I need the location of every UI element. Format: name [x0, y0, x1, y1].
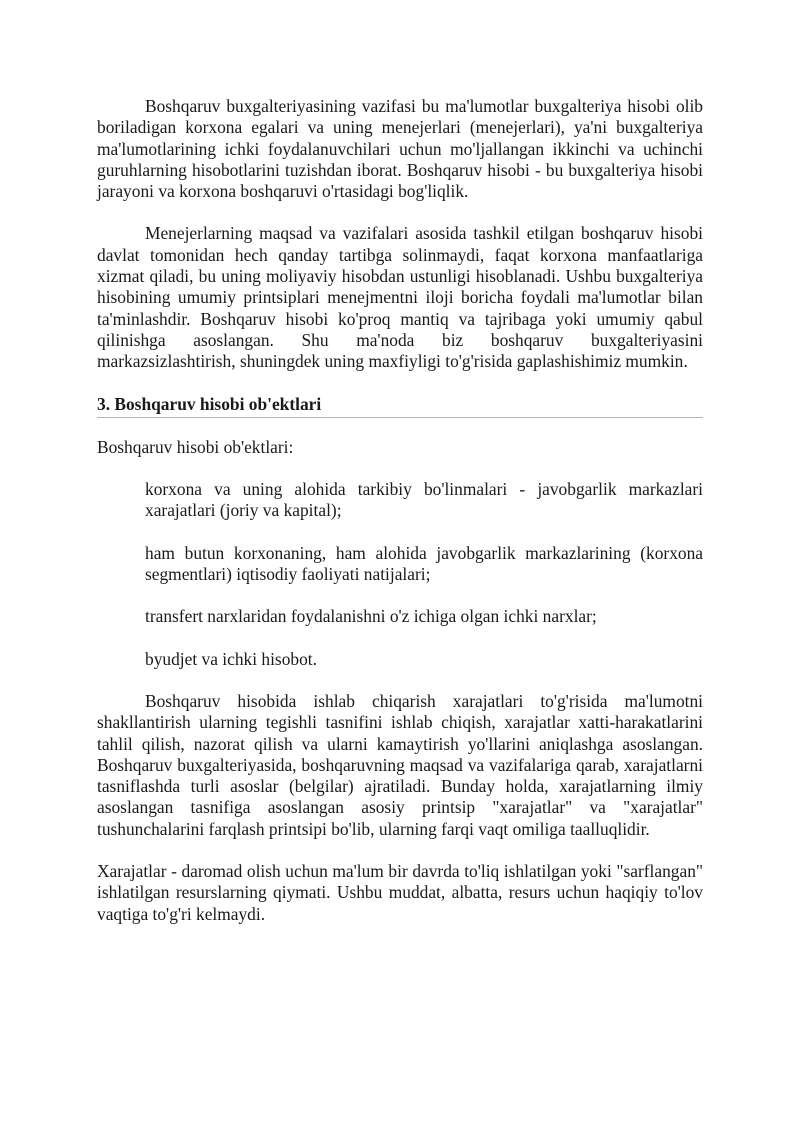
- paragraph-cost-classification: Boshqaruv hisobida ishlab chiqarish xarajatlari to'g'risida ma'lumotni shakllantirish ularning tegishli tasnifini ishlab chiqish, xarajatlar xatti-harakatlarini tahlil qilish, nazorat qilish va ularni kamaytirish yo'llarini aniqlashga asoslangan. Boshqaruv buxgalteriyasida, boshqaruvning maqsad va vazifalariga qarab, xarajatlarni tasniflashda turli asoslar (belgilar) ajratiladi. Bunday holda, xarajatlarning ilmiy asoslangan tasnifiga asoslangan asosiy printsip "xarajatlar" va "xarajatlar" tushunchalarini farqlash printsipi bo'lib, ularning farqi vaqt omiliga taalluqlidir.: [97, 690, 703, 839]
- paragraph-accounting-purpose: Boshqaruv buxgalteriyasining vazifasi bu ma'lumotlar buxgalteriya hisobi olib boriladigan korxona egalari va uning menejerlari (menejerlari), ya'ni buxgalteriya ma'lumotlarining ichki foydalanuvchilari uchun mo'ljallangan ikkinchi va uchinchi guruhlarning hisobotlarini tuzishdan iborat. Boshqaruv hisobi - bu buxgalteriya hisobi jarayoni va korxona boshqaruvi o'rtasidagi bog'liqlik.: [97, 96, 703, 202]
- document-page: [97, 96, 703, 925]
- list-item: korxona va uning alohida tarkibiy bo'linmalari - javobgarlik markazlari xarajatlari (joriy va kapital);: [145, 479, 703, 521]
- section-heading: 3. Boshqaruv hisobi ob'ektlari: [97, 394, 703, 418]
- objects-list: [97, 479, 703, 670]
- list-item: byudjet va ichki hisobot.: [145, 648, 317, 669]
- paragraph-expenses-definition: Xarajatlar - daromad olish uchun ma'lum bir davrda to'liq ishlatilgan yoki "sarflangan" ishlatilgan resurslarning qiymati. Ushbu muddat, albatta, resurs uchun haqiqiy to'lov vaqtiga to'g'ri kelmaydi.: [97, 861, 703, 924]
- paragraph-manager-goals: Menejerlarning maqsad va vazifalari asosida tashkil etilgan boshqaruv hisobi davlat tomonidan hech qanday tartibga solinmaydi, faqat korxona manfaatlariga xizmat qiladi, bu uning moliyaviy hisobdan ustunligi hisoblanadi. Ushbu buxgalteriya hisobining umumiy printsiplari menejmentni iloji boricha foydali ma'lumotlar bilan ta'minlashdir. Boshqaruv hisobi ko'proq mantiq va tajribaga yoki umumiy qabul qilinishga asoslangan. Shu ma'noda biz boshqaruv buxgalteriyasini markazsizlashtirish, shuningdek uning maxfiyligi to'g'risida gaplashishimiz mumkin.: [97, 223, 703, 372]
- list-item: ham butun korxonaning, ham alohida javobgarlik markazlarining (korxona segmentlari) iqtisodiy faoliyati natijalari;: [145, 542, 703, 585]
- objects-intro: Boshqaruv hisobi ob'ektlari:: [97, 436, 294, 457]
- list-item: transfert narxlaridan foydalanishni o'z ichiga olgan ichki narxlar;: [145, 606, 597, 627]
- section-heading-block: [97, 394, 703, 418]
